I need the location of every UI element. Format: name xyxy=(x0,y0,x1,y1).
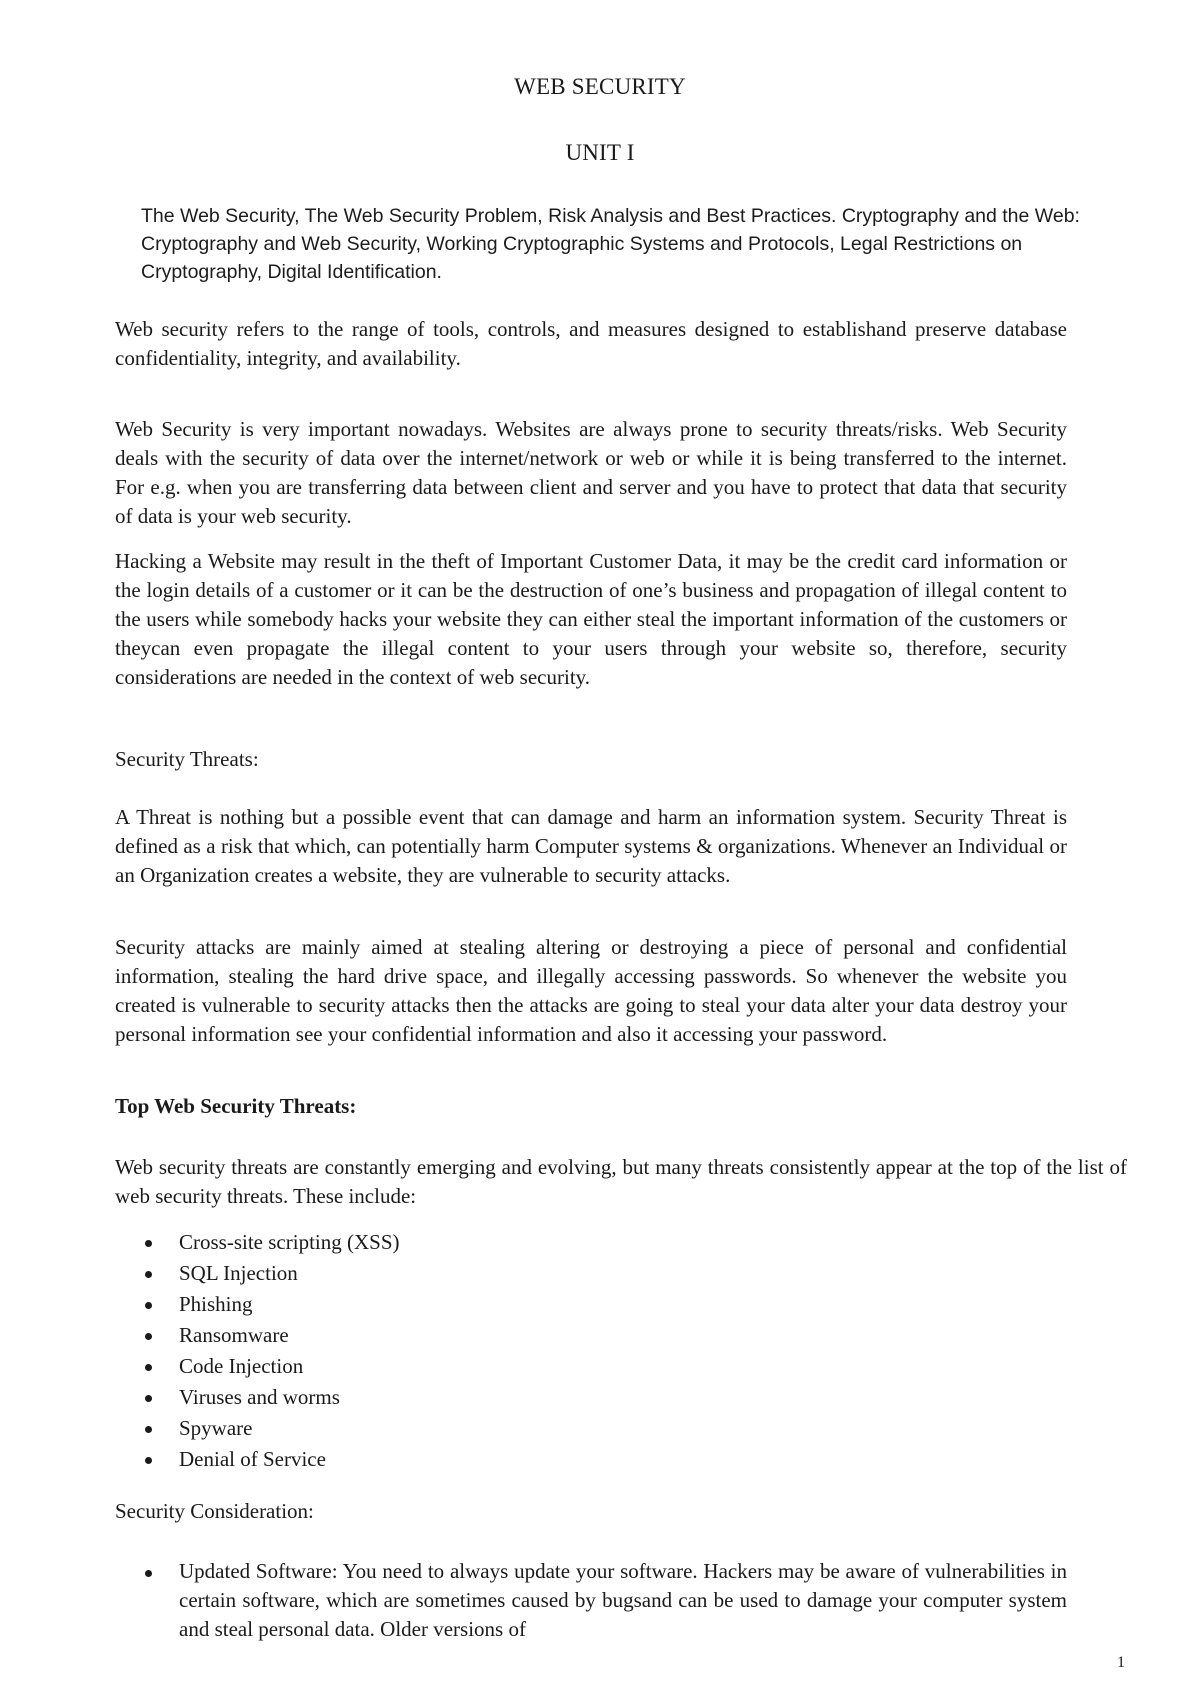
list-item: Spyware xyxy=(115,1413,400,1444)
heading-security-consideration: Security Consideration: xyxy=(115,1499,314,1523)
list-item: Ransomware xyxy=(115,1320,400,1351)
list-item: Cross-site scripting (XSS) xyxy=(115,1227,400,1258)
paragraph-threat-definition: A Threat is nothing but a possible event that can damage and harm an information system. Security Threat is defined as a risk that which, can potentially harm Computer systems & organizations. Whenever an Individual or an Organization creates a website, they are vulnerable to security attacks. xyxy=(115,805,1067,887)
threats-list xyxy=(115,1227,400,1475)
heading-top-threats: Top Web Security Threats: xyxy=(115,1094,357,1118)
list-item: Updated Software: You need to always update your software. Hackers may be aware of vulnerabilities in certain software, which are sometimes caused by bugsand can be used to damage your computer system and steal personal data. Older versions of xyxy=(115,1557,1067,1644)
list-item: SQL Injection xyxy=(115,1258,400,1289)
list-item: Viruses and worms xyxy=(115,1382,400,1413)
unit-title: UNIT I xyxy=(565,140,635,165)
list-item: Phishing xyxy=(115,1289,400,1320)
paragraph-definition: Web security refers to the range of tools, controls, and measures designed to establishand preserve database confidentiality, integrity, and availability. xyxy=(115,317,1067,370)
paragraph-threats-intro: Web security threats are constantly emerging and evolving, but many threats consistently appear at the top of the list of web security threats. These include: xyxy=(115,1155,1127,1208)
syllabus-summary: The Web Security, The Web Security Problem, Risk Analysis and Best Practices. Cryptography and the Web: Cryptography and Web Security, Working Cryptographic Systems and Protocols, Legal Restrictions on Cryptography, Digital Identification. xyxy=(141,205,1080,283)
paragraph-importance: Web Security is very important nowadays. Websites are always prone to security threats/risks. Web Security deals with the security of data over the internet/network or web or while it is being transferred to the internet. For e.g. when you are transferring data between client and server and you have to protect that data that security of data is your web security. xyxy=(115,417,1067,528)
document-title: WEB SECURITY xyxy=(514,74,686,99)
paragraph-security-attacks: Security attacks are mainly aimed at stealing altering or destroying a piece of personal and confidential information, stealing the hard drive space, and illegally accessing passwords. So whenever the website you created is vulnerable to security attacks then the attacks are going to steal your data alter your data destroy your personal information see your confidential information and also it accessing your password. xyxy=(115,935,1067,1046)
list-item: Code Injection xyxy=(115,1351,400,1382)
list-item: Denial of Service xyxy=(115,1444,400,1475)
page-number: 1 xyxy=(1117,1654,1125,1671)
paragraph-hacking: Hacking a Website may result in the theft of Important Customer Data, it may be the credit card information or the login details of a customer or it can be the destruction of one’s business and propagation of illegal content to the users while somebody hacks your website they can either steal the important information of the customers or theycan even propagate the illegal content to your users through your website so, therefore, security considerations are needed in the context of web security. xyxy=(115,549,1067,689)
heading-security-threats: Security Threats: xyxy=(115,747,259,771)
consideration-list xyxy=(115,1557,1067,1644)
